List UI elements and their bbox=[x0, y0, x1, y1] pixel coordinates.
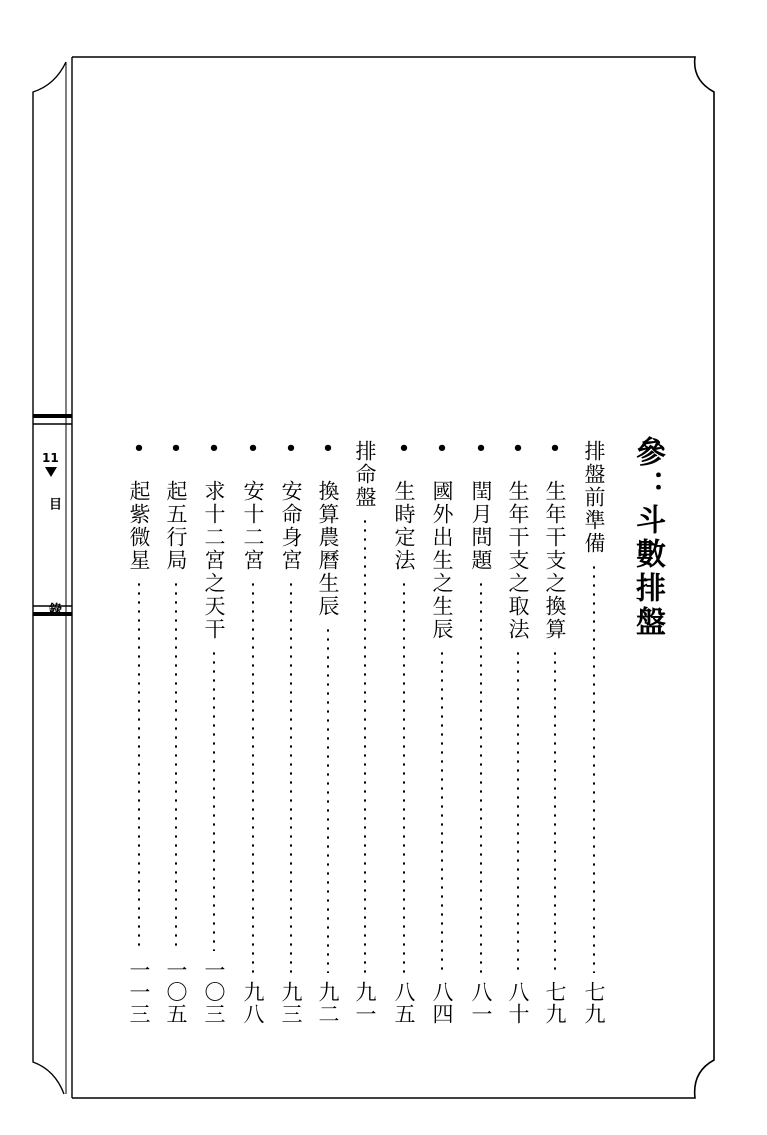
toc-entry[interactable] bbox=[540, 440, 570, 1025]
down-arrow-icon bbox=[45, 467, 57, 477]
chapter-heading: 參：斗數排盤 bbox=[630, 436, 665, 640]
dot-leader bbox=[480, 580, 482, 973]
toc-entry[interactable] bbox=[313, 440, 343, 1025]
bullet-marker: • bbox=[285, 438, 297, 459]
dot-leader bbox=[327, 626, 329, 973]
toc-entry[interactable] bbox=[466, 440, 496, 1025]
toc-entry-page: 九三 bbox=[279, 981, 303, 1025]
dot-leader bbox=[213, 649, 215, 951]
bullet-marker: • bbox=[398, 438, 410, 459]
dot-leader bbox=[441, 649, 443, 973]
toc-entry-page: 一〇三 bbox=[202, 959, 226, 1025]
toc-entry-title: 生時定法 bbox=[392, 480, 416, 572]
bullet-marker: • bbox=[208, 438, 220, 459]
toc-entry[interactable] bbox=[579, 440, 609, 1025]
toc-entry-page: 八四 bbox=[430, 981, 454, 1025]
toc-entry-title: 安十二宮 bbox=[241, 480, 265, 572]
bullet-marker: • bbox=[170, 438, 182, 459]
toc-entry-page: 九一 bbox=[353, 981, 377, 1025]
bullet-marker: • bbox=[133, 438, 145, 459]
toc-entry[interactable] bbox=[503, 440, 533, 1025]
toc-entry-title: 求十二宮之天干 bbox=[202, 480, 226, 641]
dot-leader bbox=[364, 517, 366, 973]
toc-entry[interactable] bbox=[389, 440, 419, 1025]
dot-leader bbox=[252, 580, 254, 973]
toc-entry-title: 排盤前準備 bbox=[582, 440, 606, 555]
toc-entry-page: 八一 bbox=[469, 981, 493, 1025]
toc-entry-title: 換算農曆生辰 bbox=[316, 480, 340, 618]
toc-entry-page: 八十 bbox=[506, 981, 530, 1025]
toc-entry-page: 一一三 bbox=[127, 959, 151, 1025]
toc-entry-page: 七九 bbox=[582, 981, 606, 1025]
section-label: 目 錄 bbox=[46, 497, 61, 660]
toc-entry[interactable] bbox=[161, 440, 191, 1025]
toc-entry[interactable] bbox=[238, 440, 268, 1025]
bullet-marker: • bbox=[322, 438, 334, 459]
bullet-marker: • bbox=[549, 438, 561, 459]
toc-entry-page: 八五 bbox=[392, 981, 416, 1025]
toc-entry-title: 安命身宮 bbox=[279, 480, 303, 572]
dot-leader bbox=[403, 580, 405, 973]
toc-entry[interactable] bbox=[427, 440, 457, 1025]
toc-entry-page: 九八 bbox=[241, 981, 265, 1025]
dot-leader bbox=[290, 580, 292, 973]
bullet-marker: • bbox=[247, 438, 259, 459]
toc-entry[interactable] bbox=[124, 440, 154, 1025]
toc-entry-title: 國外出生之生辰 bbox=[430, 480, 454, 641]
dot-leader bbox=[517, 649, 519, 973]
toc-entry-page: 七九 bbox=[543, 981, 567, 1025]
toc-entry-page: 九二 bbox=[316, 981, 340, 1025]
bullet-marker: • bbox=[512, 438, 524, 459]
toc-entry-title: 生年干支之取法 bbox=[506, 480, 530, 641]
bullet-marker: • bbox=[475, 438, 487, 459]
toc-entry-page: 一〇五 bbox=[164, 959, 188, 1025]
dot-leader bbox=[175, 580, 177, 951]
toc-entry-title: 起五行局 bbox=[164, 480, 188, 572]
toc-entry-title: 起紫微星 bbox=[127, 480, 151, 572]
toc-entry-title: 閏月問題 bbox=[469, 480, 493, 572]
page-number: 11 bbox=[42, 451, 59, 465]
bullet-marker: • bbox=[436, 438, 448, 459]
toc-entry[interactable] bbox=[350, 440, 380, 1025]
dot-leader bbox=[554, 649, 556, 973]
toc-entry-title: 生年干支之換算 bbox=[543, 480, 567, 641]
toc-entry[interactable] bbox=[199, 440, 229, 1025]
toc-entry[interactable] bbox=[276, 440, 306, 1025]
dot-leader bbox=[593, 563, 595, 973]
dot-leader bbox=[138, 580, 140, 951]
toc-entry-title: 排命盤 bbox=[353, 440, 377, 509]
